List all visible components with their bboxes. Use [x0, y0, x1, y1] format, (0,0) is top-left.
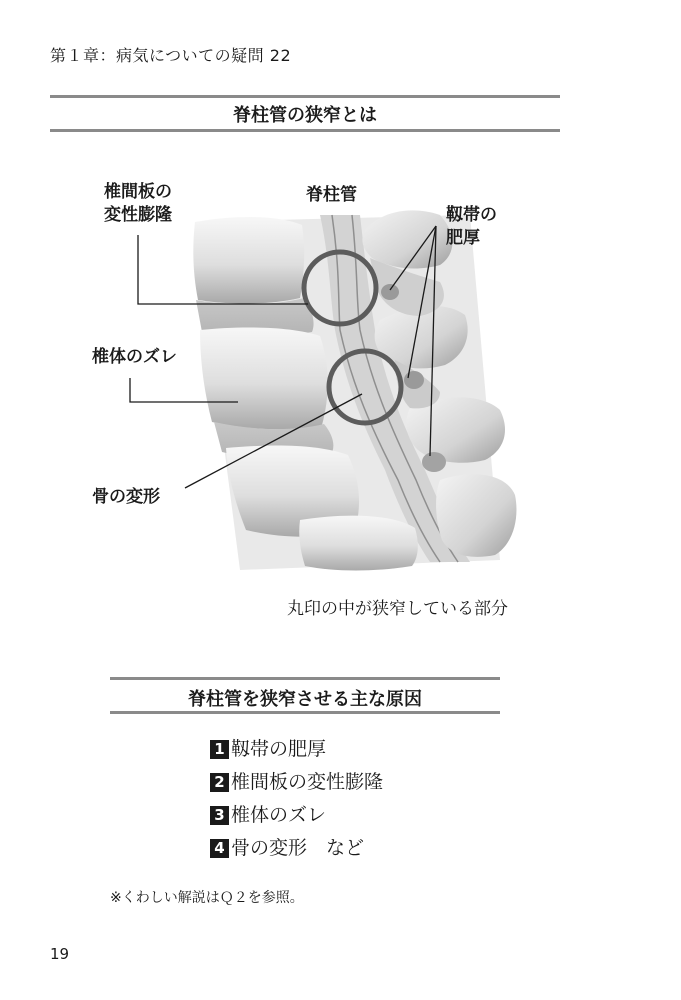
page-number: 19 [50, 945, 70, 963]
causes-bottom-rule [110, 711, 500, 714]
vertebra-1 [193, 217, 304, 304]
causes-title: 脊柱管を狭窄させる主な原因 [188, 689, 422, 710]
cause-text: 椎間板の変性膨隆 [231, 771, 384, 793]
chapter-header: 第１章：病気についての疑問 22 [50, 46, 292, 65]
cause-item [210, 733, 383, 766]
label-vertebral-slip: 椎体のズレ [92, 347, 177, 367]
causes-top-rule [110, 677, 500, 680]
ligament-thickening-2 [404, 371, 424, 389]
number-badge: 1 [210, 740, 229, 759]
vertebra-4 [299, 516, 418, 571]
posterior-element-4 [436, 474, 516, 557]
cause-text: 椎体のズレ [231, 804, 327, 826]
cause-text: 骨の変形 など [231, 837, 365, 859]
figure-title: 脊柱管の狭窄とは [233, 105, 377, 126]
number-badge: 3 [210, 806, 229, 825]
causes-list [210, 733, 383, 865]
label-disc-bulge: 椎間板の 変性膨隆 [104, 182, 172, 225]
label-spinal-canal: 脊柱管 [306, 185, 357, 205]
label-ligament-thickening: 靱帯の 肥厚 [446, 205, 497, 248]
label-bone-deformity: 骨の変形 [92, 487, 160, 507]
cause-text: 靱帯の肥厚 [231, 738, 327, 760]
number-badge: 2 [210, 773, 229, 792]
vertebra-2 [200, 328, 328, 430]
number-badge: 4 [210, 839, 229, 858]
figure-caption: 丸印の中が狭窄している部分 [287, 599, 508, 619]
cause-item [210, 832, 383, 865]
ligament-thickening-3 [422, 452, 446, 472]
reference-note: ※くわしい解説はＱ２を参照。 [110, 890, 304, 906]
ligament-thickening-1 [381, 284, 399, 300]
cause-item [210, 766, 383, 799]
cause-item [210, 799, 383, 832]
